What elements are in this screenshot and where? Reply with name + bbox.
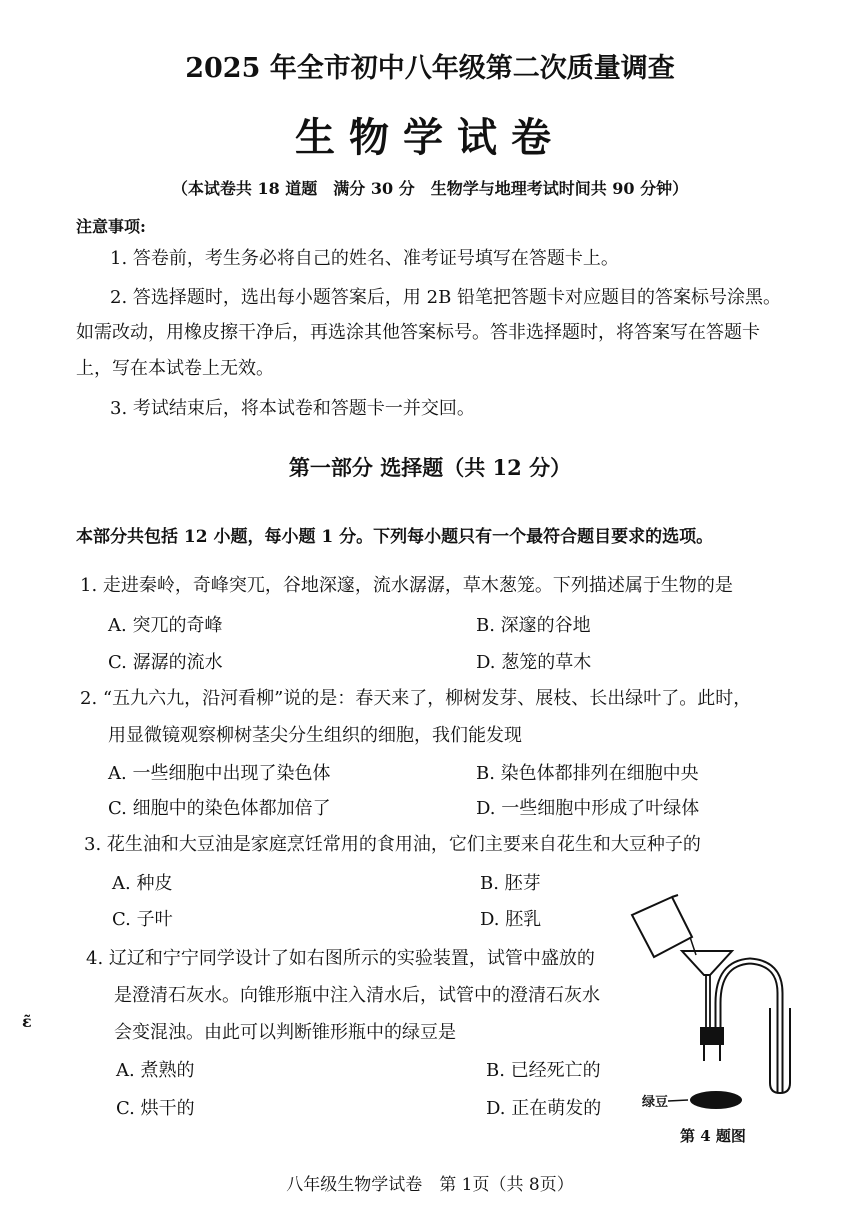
stopper	[700, 1027, 724, 1045]
q1-option-c: C. 潺潺的流水	[108, 652, 223, 673]
notice-item-2-end: 上，写在本试卷上无效。	[76, 358, 274, 379]
stray-mark: ɛ̃	[22, 1012, 32, 1031]
beaker-icon	[632, 895, 692, 957]
question-4-stem-end: 会变混浊。由此可以判断锥形瓶中的绿豆是	[114, 1022, 456, 1043]
q2-option-a: A. 一些细胞中出现了染色体	[108, 763, 331, 784]
q2-option-c: C. 细胞中的染色体都加倍了	[108, 798, 331, 819]
figure-caption: 第 4 题图	[680, 1127, 746, 1145]
q3-option-a: A. 种皮	[112, 873, 173, 894]
q4-option-b: B. 已经死亡的	[486, 1060, 601, 1081]
notice-item-2: 2. 答选择题时，选出每小题答案后，用 2B 铅笔把答题卡对应题目的答案标号涂黑。	[110, 287, 782, 308]
label-pointer	[668, 1100, 688, 1101]
q4-option-a: A. 煮熟的	[116, 1060, 195, 1081]
notice-heading: 注意事项:	[76, 217, 146, 236]
notice-item-2-cont: 如需改动，用橡皮擦干净后，再选涂其他答案标号。答非选择题时，将答案写在答题卡	[76, 322, 760, 343]
exam-info: （本试卷共 18 道题 满分 30 分 生物学与地理考试时间共 90 分钟）	[171, 179, 689, 198]
q1-option-a: A. 突兀的奇峰	[108, 615, 223, 636]
section-intro: 本部分共包括 12 小题，每小题 1 分。下列每小题只有一个最符合题目要求的选项。	[76, 527, 714, 547]
section-title: 第一部分 选择题（共 12 分）	[288, 455, 572, 480]
bean-label: 绿豆	[642, 1095, 669, 1110]
subject-title: 生物学试卷	[295, 114, 565, 161]
q1-option-b: B. 深邃的谷地	[476, 615, 591, 636]
notice-item-3: 3. 考试结束后，将本试卷和答题卡一并交回。	[110, 398, 475, 419]
question-4-stem: 4. 辽辽和宁宁同学设计了如右图所示的实验装置，试管中盛放的	[86, 948, 595, 969]
flask-neck	[704, 1045, 720, 1061]
question-2-stem: 2. “五九六九，沿河看柳”说的是：春天来了，柳树发芽、展枝、长出绿叶了。此时，	[80, 688, 752, 709]
q3-option-c: C. 子叶	[112, 909, 173, 930]
question-2-stem-cont: 用显微镜观察柳树茎尖分生组织的细胞，我们能发现	[108, 725, 522, 746]
q3-option-b: B. 胚芽	[480, 873, 541, 894]
experiment-apparatus-figure	[620, 893, 805, 1118]
question-4-stem-cont: 是澄清石灰水。向锥形瓶中注入清水后，试管中的澄清石灰水	[114, 985, 600, 1006]
mung-bean-mass	[690, 1091, 742, 1109]
q4-option-c: C. 烘干的	[116, 1098, 195, 1119]
q2-option-b: B. 染色体都排列在细胞中央	[476, 763, 699, 784]
q2-option-d: D. 一些细胞中形成了叶绿体	[476, 798, 700, 819]
question-1-stem: 1. 走进秦岭，奇峰突兀，谷地深邃，流水潺潺，草木葱笼。下列描述属于生物的是	[80, 575, 733, 596]
q4-option-d: D. 正在萌发的	[486, 1098, 602, 1119]
notice-item-1: 1. 答卷前，考生务必将自己的姓名、准考证号填写在答题卡上。	[110, 248, 619, 269]
question-3-stem: 3. 花生油和大豆油是家庭烹饪常用的食用油，它们主要来自花生和大豆种子的	[84, 834, 701, 855]
page-footer: 八年级生物学试卷 第 1页（共 8页）	[286, 1175, 574, 1195]
exam-title: 2025 年全市初中八年级第二次质量调查	[185, 53, 675, 84]
q3-option-d: D. 胚乳	[480, 909, 542, 930]
water-stream	[690, 937, 696, 955]
q1-option-d: D. 葱笼的草木	[476, 652, 592, 673]
